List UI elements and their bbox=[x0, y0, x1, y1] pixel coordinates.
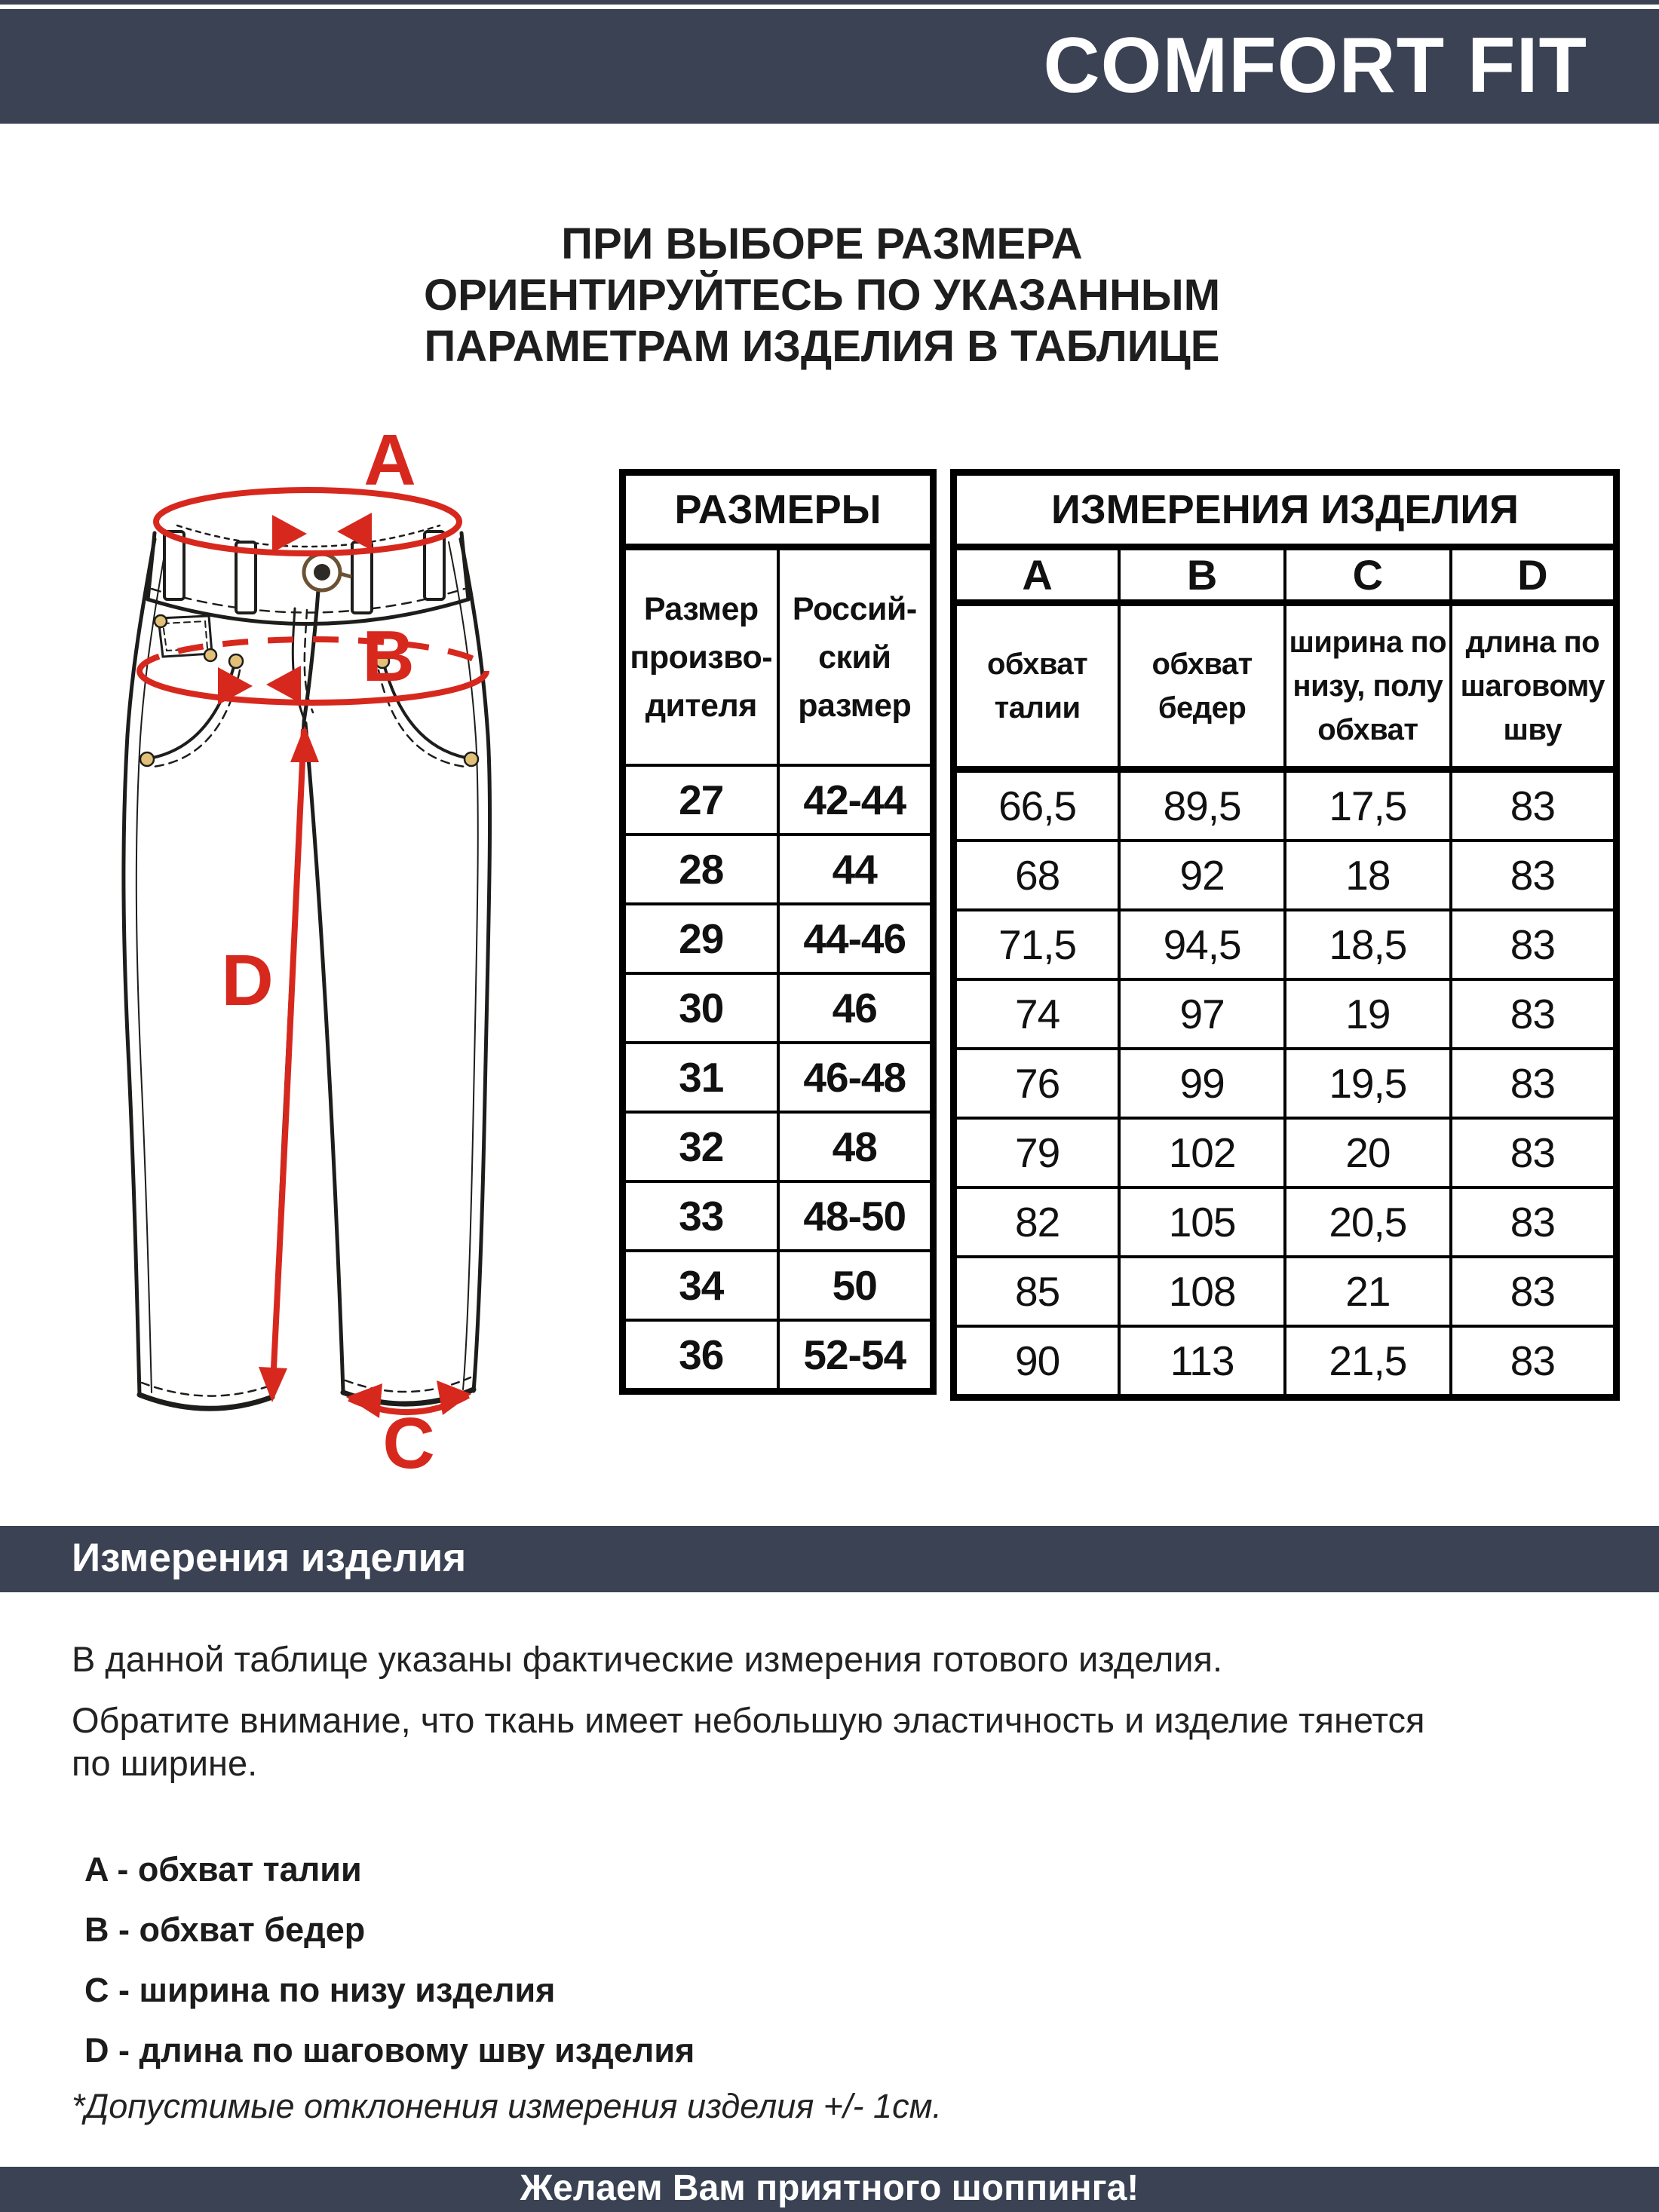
measurements-section-bar bbox=[0, 1526, 1659, 1592]
col-desc-hips: обхват бедер bbox=[1119, 603, 1285, 770]
col-header-russian-size: Россий- ский размер bbox=[778, 547, 934, 766]
inseam-arrow-down bbox=[259, 1367, 287, 1402]
hem-arrow-right bbox=[437, 1380, 471, 1415]
hip-measure-solid bbox=[140, 671, 486, 703]
tolerance-footnote: *Допустимые отклонения измерения изделия +/- 1см. bbox=[72, 2087, 942, 2125]
table-row: 30 46 bbox=[623, 973, 934, 1043]
footer-bar bbox=[0, 2167, 1659, 2212]
right-leg-inner-seam bbox=[305, 723, 343, 1391]
right-leg-outer-seam bbox=[461, 539, 490, 1391]
hip-arrow-right bbox=[266, 666, 301, 703]
table-row: 66,5 89,5 17,5 83 bbox=[954, 770, 1617, 841]
section-title: Измерения изделия bbox=[72, 1536, 467, 1580]
size-table-measurements bbox=[950, 469, 1620, 1401]
table-row: 36 52-54 bbox=[623, 1320, 934, 1392]
jeans-button bbox=[304, 554, 351, 590]
table-row: 82 105 20,5 83 bbox=[954, 1187, 1617, 1257]
note-paragraph: В данной таблице указаны фактические измерения готового изделия. bbox=[72, 1639, 1223, 1679]
intro-line: ПРИ ВЫБОРЕ РАЗМЕРА bbox=[561, 219, 1083, 268]
table-row: 76 99 19,5 83 bbox=[954, 1049, 1617, 1118]
left-hem-stitch bbox=[142, 1383, 270, 1396]
table-row: 79 102 20 83 bbox=[954, 1118, 1617, 1187]
rivet bbox=[204, 649, 216, 661]
legend-item-a: A - обхват талии bbox=[84, 1850, 362, 1889]
measurement-legend bbox=[84, 1840, 1291, 2081]
table-row: 28 44 bbox=[623, 835, 934, 904]
measure-label-d: D bbox=[221, 940, 274, 1021]
col-desc-leg-opening: ширина по низу, полу обхват bbox=[1285, 603, 1451, 770]
col-letter-b: B bbox=[1119, 547, 1285, 603]
measurements-table-title: ИЗМЕРЕНИЯ ИЗДЕЛИЯ bbox=[954, 473, 1617, 547]
measure-label-a: A bbox=[363, 420, 416, 501]
size-table-sizes bbox=[619, 469, 937, 1395]
right-outseam-stitch bbox=[449, 542, 478, 1389]
table-row: 74 97 19 83 bbox=[954, 979, 1617, 1049]
measure-label-b: B bbox=[362, 616, 415, 697]
inseam-measure-line bbox=[273, 729, 304, 1383]
intro-line: ОРИЕНТИРУЙТЕСЬ ПО УКАЗАННЫМ bbox=[423, 271, 1221, 320]
table-row: 32 48 bbox=[623, 1112, 934, 1181]
rivet bbox=[140, 752, 154, 766]
table-row: 27 42-44 bbox=[623, 765, 934, 835]
jeans-diagram bbox=[41, 418, 615, 1474]
col-desc-waist: обхват талии bbox=[954, 603, 1120, 770]
legend-item-b: B - обхват бедер bbox=[84, 1910, 366, 1949]
legend-item-c: C - ширина по низу изделия bbox=[84, 1971, 556, 2009]
note-paragraph: Обратите внимание, что ткань имеет небольшую эластичность и изделие тянется по ширине. bbox=[72, 1700, 1425, 1783]
measurements-notes bbox=[72, 1638, 1587, 1785]
rivet bbox=[229, 654, 243, 668]
top-accent-line bbox=[0, 0, 1659, 5]
table-row: 34 50 bbox=[623, 1251, 934, 1320]
table-row: 68 92 18 83 bbox=[954, 841, 1617, 910]
table-row: 31 46-48 bbox=[623, 1043, 934, 1112]
intro-line: ПАРАМЕТРАМ ИЗДЕЛИЯ В ТАБЛИЦЕ bbox=[424, 322, 1220, 371]
table-row: 71,5 94,5 18,5 83 bbox=[954, 910, 1617, 979]
legend-item-d: D - длина по шаговому шву изделия bbox=[84, 2031, 695, 2070]
brand-header-bar bbox=[0, 9, 1659, 124]
table-row: 33 48-50 bbox=[623, 1181, 934, 1251]
col-header-manufacturer-size: Размер произво- дителя bbox=[623, 547, 778, 766]
measure-label-c: C bbox=[382, 1403, 435, 1474]
table-row: 29 44-46 bbox=[623, 904, 934, 973]
rivet bbox=[465, 752, 478, 766]
col-letter-c: C bbox=[1285, 547, 1451, 603]
waistband-inner-stitch bbox=[177, 525, 440, 547]
col-letter-d: D bbox=[1451, 547, 1617, 603]
brand-title: COMFORT FIT bbox=[1043, 22, 1587, 109]
sizes-table-title: РАЗМЕРЫ bbox=[623, 473, 934, 547]
waistband-bottom-stitch bbox=[152, 589, 465, 613]
rivet bbox=[155, 615, 167, 627]
col-letter-a: A bbox=[954, 547, 1120, 603]
intro-heading bbox=[75, 219, 1569, 372]
col-desc-inseam: длина по шаговому шву bbox=[1451, 603, 1617, 770]
footer-message: Желаем Вам приятного шоппинга! bbox=[520, 2168, 1139, 2208]
table-row: 90 113 21,5 83 bbox=[954, 1326, 1617, 1398]
left-hem bbox=[140, 1395, 272, 1408]
table-row: 85 108 21 83 bbox=[954, 1257, 1617, 1326]
